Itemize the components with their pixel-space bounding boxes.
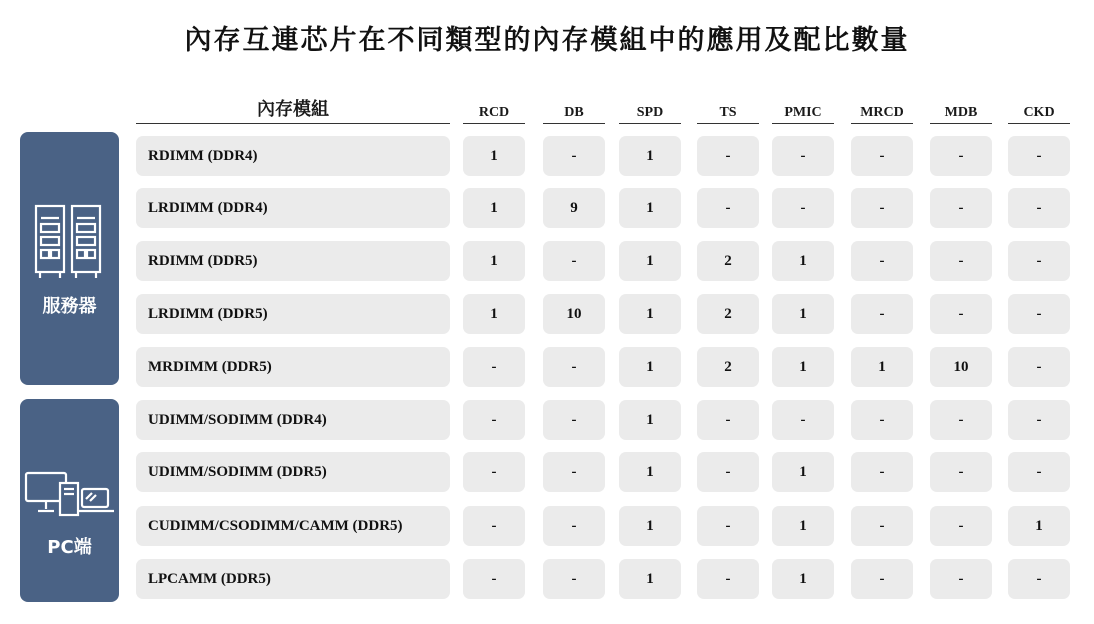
value-cell-mdb: - — [930, 241, 992, 281]
value-cell-mrcd: - — [851, 188, 913, 228]
column-header-ts: TS — [697, 96, 759, 124]
value-cell-ckd: - — [1008, 347, 1070, 387]
value-cell-rcd: 1 — [463, 294, 525, 334]
value-cell-spd: 1 — [619, 188, 681, 228]
module-name-cell: UDIMM/SODIMM (DDR4) — [136, 400, 450, 440]
value-cell-rcd: - — [463, 559, 525, 599]
value-cell-ts: 2 — [697, 241, 759, 281]
value-cell-ts: - — [697, 506, 759, 546]
value-cell-spd: 1 — [619, 294, 681, 334]
value-cell-ts: - — [697, 188, 759, 228]
value-cell-mdb: - — [930, 294, 992, 334]
module-name-cell: LPCAMM (DDR5) — [136, 559, 450, 599]
value-cell-rcd: - — [463, 400, 525, 440]
value-cell-mrcd: - — [851, 506, 913, 546]
value-cell-mdb: - — [930, 136, 992, 176]
value-cell-mrcd: - — [851, 452, 913, 492]
module-name-cell: UDIMM/SODIMM (DDR5) — [136, 452, 450, 492]
value-cell-ckd: 1 — [1008, 506, 1070, 546]
server-group-label: 服務器 — [42, 296, 97, 317]
value-cell-db: - — [543, 506, 605, 546]
value-cell-db: - — [543, 400, 605, 440]
module-name-cell: RDIMM (DDR4) — [136, 136, 450, 176]
value-cell-pmic: 1 — [772, 452, 834, 492]
value-cell-mdb: 10 — [930, 347, 992, 387]
value-cell-pmic: 1 — [772, 506, 834, 546]
value-cell-spd: 1 — [619, 241, 681, 281]
value-cell-ts: 2 — [697, 347, 759, 387]
value-cell-rcd: 1 — [463, 188, 525, 228]
value-cell-mdb: - — [930, 188, 992, 228]
value-cell-ckd: - — [1008, 241, 1070, 281]
value-cell-mrcd: - — [851, 294, 913, 334]
column-header-db: DB — [543, 96, 605, 124]
value-cell-mdb: - — [930, 400, 992, 440]
value-cell-ts: - — [697, 136, 759, 176]
module-name-cell: CUDIMM/CSODIMM/CAMM (DDR5) — [136, 506, 450, 546]
value-cell-pmic: 1 — [772, 294, 834, 334]
value-cell-db: - — [543, 559, 605, 599]
value-cell-pmic: 1 — [772, 241, 834, 281]
value-cell-db: - — [543, 241, 605, 281]
value-cell-ckd: - — [1008, 136, 1070, 176]
value-cell-spd: 1 — [619, 347, 681, 387]
value-cell-ts: 2 — [697, 294, 759, 334]
value-cell-mrcd: 1 — [851, 347, 913, 387]
value-cell-db: 9 — [543, 188, 605, 228]
value-cell-spd: 1 — [619, 559, 681, 599]
value-cell-rcd: 1 — [463, 136, 525, 176]
value-cell-mrcd: - — [851, 136, 913, 176]
value-cell-db: - — [543, 136, 605, 176]
value-cell-ckd: - — [1008, 188, 1070, 228]
value-cell-pmic: - — [772, 136, 834, 176]
server-group-panel — [20, 132, 119, 385]
value-cell-mdb: - — [930, 506, 992, 546]
column-header-ckd: CKD — [1008, 96, 1070, 124]
column-header-rcd: RCD — [463, 96, 525, 124]
value-cell-pmic: - — [772, 188, 834, 228]
value-cell-spd: 1 — [619, 400, 681, 440]
value-cell-spd: 1 — [619, 452, 681, 492]
pc-group-label: PC端 — [47, 537, 92, 558]
value-cell-db: 10 — [543, 294, 605, 334]
value-cell-spd: 1 — [619, 506, 681, 546]
value-cell-mrcd: - — [851, 241, 913, 281]
value-cell-rcd: - — [463, 347, 525, 387]
module-column-header: 內存模組 — [136, 96, 450, 124]
value-cell-ts: - — [697, 452, 759, 492]
value-cell-mrcd: - — [851, 400, 913, 440]
value-cell-pmic: 1 — [772, 347, 834, 387]
column-header-spd: SPD — [619, 96, 681, 124]
module-name-cell: MRDIMM (DDR5) — [136, 347, 450, 387]
desktop-laptop-icon — [24, 469, 116, 521]
value-cell-mrcd: - — [851, 559, 913, 599]
column-header-mdb: MDB — [930, 96, 992, 124]
value-cell-ckd: - — [1008, 559, 1070, 599]
value-cell-ckd: - — [1008, 452, 1070, 492]
module-name-cell: LRDIMM (DDR4) — [136, 188, 450, 228]
value-cell-db: - — [543, 452, 605, 492]
pc-group-panel — [20, 399, 119, 602]
value-cell-spd: 1 — [619, 136, 681, 176]
value-cell-mdb: - — [930, 452, 992, 492]
value-cell-db: - — [543, 347, 605, 387]
value-cell-pmic: - — [772, 400, 834, 440]
column-header-pmic: PMIC — [772, 96, 834, 124]
value-cell-mdb: - — [930, 559, 992, 599]
column-header-mrcd: MRCD — [851, 96, 913, 124]
value-cell-pmic: 1 — [772, 559, 834, 599]
module-name-cell: RDIMM (DDR5) — [136, 241, 450, 281]
value-cell-ts: - — [697, 559, 759, 599]
server-rack-icon — [34, 204, 102, 280]
value-cell-rcd: - — [463, 506, 525, 546]
value-cell-ts: - — [697, 400, 759, 440]
value-cell-rcd: - — [463, 452, 525, 492]
value-cell-rcd: 1 — [463, 241, 525, 281]
module-name-cell: LRDIMM (DDR5) — [136, 294, 450, 334]
value-cell-ckd: - — [1008, 294, 1070, 334]
page-title: 內存互連芯片在不同類型的內存模組中的應用及配比數量 — [184, 25, 910, 56]
value-cell-ckd: - — [1008, 400, 1070, 440]
